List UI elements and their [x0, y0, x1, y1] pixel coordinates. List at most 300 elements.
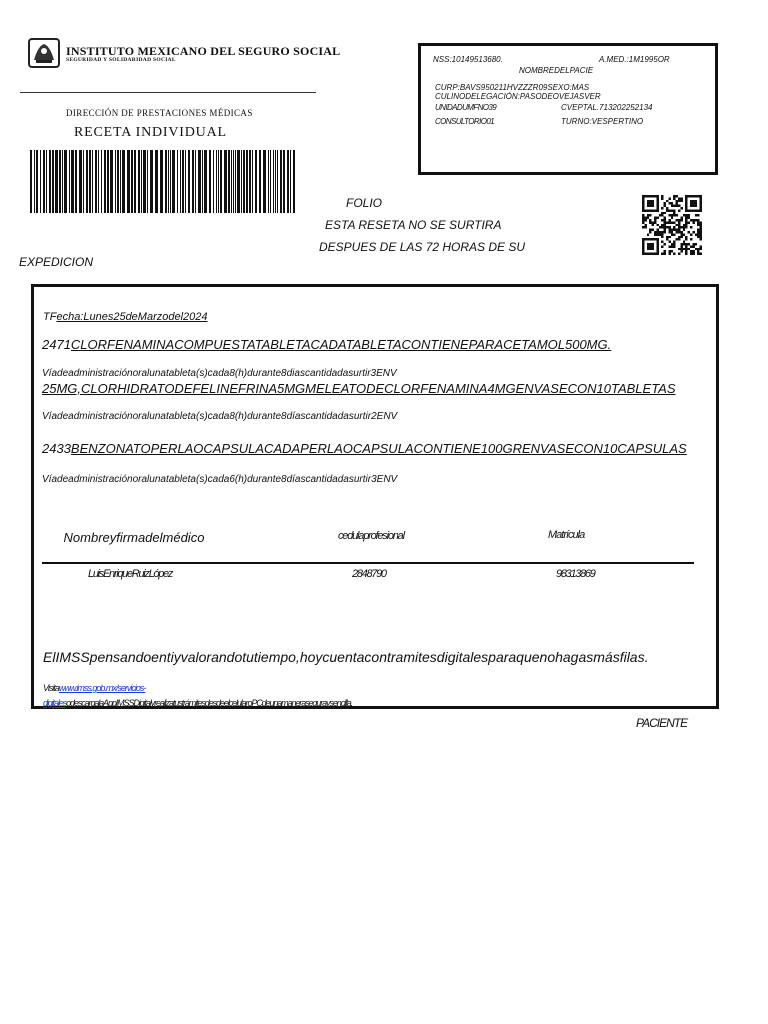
qr-module	[652, 224, 654, 226]
patient-info-box	[418, 43, 718, 175]
qr-module	[695, 248, 697, 250]
qr-module	[652, 202, 654, 204]
qr-module	[659, 233, 661, 235]
qr-module	[642, 250, 644, 252]
qr-module	[668, 231, 670, 233]
qr-module	[642, 219, 644, 221]
qr-module	[680, 236, 682, 238]
barcode-bar	[259, 150, 261, 213]
barcode-bar	[243, 150, 245, 213]
qr-module	[661, 231, 663, 233]
qr-module	[695, 200, 697, 202]
qr-module	[649, 214, 651, 216]
qr-module	[668, 214, 670, 216]
notice-line-2: DESPUES DE LAS 72 HORAS DE SU	[319, 240, 526, 254]
qr-module	[685, 248, 687, 250]
barcode-bar	[89, 150, 91, 213]
barcode-bar	[62, 150, 63, 213]
qr-module	[673, 226, 675, 228]
qr-module	[671, 243, 673, 245]
qr-module	[649, 229, 651, 231]
qr-module	[678, 231, 680, 233]
barcode-bar	[134, 150, 136, 213]
medication-code: 2433	[42, 441, 71, 456]
qr-module	[700, 233, 702, 235]
medication-name: 25MG,CLORHIDRATODEFELINEFRINA5MGMELEATODECLORFENAMINA4MGENVASECON10TABLETAS	[42, 381, 676, 396]
qr-module	[668, 221, 670, 223]
barcode-bar	[40, 150, 41, 213]
qr-module	[659, 214, 661, 216]
imss-services-link[interactable]: www.imss.gob.mx/servicios-	[58, 683, 146, 693]
qr-module	[649, 243, 651, 245]
barcode-bar	[155, 150, 158, 213]
qr-module	[668, 241, 670, 243]
qr-module	[671, 221, 673, 223]
patient-consultorio: CONSULTORIO01	[435, 117, 495, 126]
imss-services-link-cont[interactable]: digitales	[43, 698, 67, 708]
barcode-bar	[101, 150, 102, 213]
visita-prefix: Visita	[43, 683, 59, 693]
qr-module	[697, 214, 699, 216]
barcode-bar	[165, 150, 167, 213]
qr-module	[668, 209, 670, 211]
barcode-bar	[46, 150, 47, 213]
qr-module	[661, 241, 663, 243]
qr-module	[656, 205, 658, 207]
qr-module	[700, 248, 702, 250]
cedula-header: cedulaprofesional	[338, 530, 404, 542]
qr-module	[656, 250, 658, 252]
qr-code-icon	[642, 195, 702, 255]
patient-name: NOMBREDELPACIE	[519, 66, 594, 75]
qr-module	[661, 224, 663, 226]
qr-module	[678, 219, 680, 221]
qr-module	[661, 236, 663, 238]
prescription-date	[43, 311, 208, 323]
qr-module	[656, 248, 658, 250]
qr-module	[671, 245, 673, 247]
qr-module	[664, 217, 666, 219]
barcode-bar	[290, 150, 291, 213]
qr-module	[697, 250, 699, 252]
qr-module	[647, 214, 649, 216]
qr-module	[685, 219, 687, 221]
qr-module	[654, 219, 656, 221]
qr-module	[697, 233, 699, 235]
qr-module	[700, 229, 702, 231]
qr-module	[664, 202, 666, 204]
barcode-bar	[246, 150, 248, 213]
barcode-bar	[92, 150, 93, 213]
qr-module	[644, 238, 646, 240]
barcode-bar	[231, 150, 232, 213]
qr-module	[671, 231, 673, 233]
qr-module	[652, 248, 654, 250]
qr-module	[685, 214, 687, 216]
matricula-header: Matrícula	[548, 529, 585, 541]
barcode-bar	[218, 150, 219, 213]
barcode-bar	[224, 150, 227, 213]
qr-module	[680, 207, 682, 209]
qr-module	[656, 245, 658, 247]
barcode-bar	[198, 150, 201, 213]
qr-module	[656, 229, 658, 231]
qr-module	[690, 250, 692, 252]
qr-module	[690, 202, 692, 204]
qr-module	[697, 236, 699, 238]
qr-module	[656, 200, 658, 202]
qr-module	[642, 221, 644, 223]
qr-module	[644, 209, 646, 211]
patient-unidad: UNIDADUMFNO39	[435, 103, 497, 112]
barcode-bar	[107, 150, 109, 213]
barcode-bar	[228, 150, 230, 213]
barcode-bar	[83, 150, 84, 213]
qr-module	[649, 253, 651, 255]
qr-module	[685, 200, 687, 202]
barcode-bar	[273, 150, 274, 213]
qr-module	[678, 221, 680, 223]
barcode-bar	[71, 150, 74, 213]
qr-module	[649, 219, 651, 221]
qr-module	[673, 195, 675, 197]
doctor-name: LuisEnriqueRuizLópez	[88, 568, 173, 580]
qr-module	[700, 209, 702, 211]
qr-module	[697, 195, 699, 197]
qr-module	[695, 205, 697, 207]
barcode-bar	[36, 150, 38, 213]
qr-module	[647, 200, 649, 202]
qr-module	[678, 205, 680, 207]
qr-module	[654, 221, 656, 223]
qr-module	[671, 214, 673, 216]
patient-curp: CURP:BAVS950211HVZZZR09SEXO:MAS	[435, 83, 590, 92]
qr-module	[642, 238, 644, 240]
qr-module	[649, 245, 651, 247]
qr-module	[652, 209, 654, 211]
qr-module	[656, 217, 658, 219]
qr-module	[692, 202, 694, 204]
qr-module	[688, 231, 690, 233]
notice-line-3: EXPEDICION	[19, 255, 94, 269]
barcode-bar	[34, 150, 35, 213]
qr-module	[673, 209, 675, 211]
qr-module	[661, 197, 663, 199]
barcode-bar	[177, 150, 178, 213]
qr-module	[688, 195, 690, 197]
barcode-bar	[275, 150, 276, 213]
qr-module	[700, 195, 702, 197]
qr-module	[680, 219, 682, 221]
qr-module	[671, 205, 673, 207]
patient-amed: A.MED.:1M1995OR	[599, 55, 670, 64]
qr-module	[656, 195, 658, 197]
qr-module	[652, 245, 654, 247]
qr-module	[661, 214, 663, 216]
qr-module	[673, 241, 675, 243]
barcode-bar	[233, 150, 234, 213]
medication-title	[42, 381, 710, 396]
barcode-bar	[188, 150, 190, 213]
qr-module	[647, 205, 649, 207]
qr-module	[659, 231, 661, 233]
qr-module	[644, 219, 646, 221]
qr-module	[700, 236, 702, 238]
barcode-bar	[263, 150, 266, 213]
qr-module	[644, 217, 646, 219]
qr-module	[700, 238, 702, 240]
medication-code: 2471	[42, 337, 71, 352]
barcode-bar	[52, 150, 54, 213]
qr-module	[680, 231, 682, 233]
qr-module	[652, 221, 654, 223]
qr-module	[678, 226, 680, 228]
cedula-value: 2848790	[352, 568, 386, 580]
patient-nss: NSS:10149513680.	[433, 55, 503, 64]
barcode-icon	[30, 150, 298, 213]
medication-title	[42, 337, 710, 352]
barcode-bar	[55, 150, 58, 213]
medication-instructions: Víadeadministraciónoralunatableta(s)cada8(h)durante8diascantidadasurtir3ENV	[42, 368, 397, 379]
qr-module	[697, 224, 699, 226]
barcode-bar	[127, 150, 130, 213]
qr-module	[647, 202, 649, 204]
barcode-bar	[249, 150, 251, 213]
qr-module	[685, 202, 687, 204]
qr-module	[688, 248, 690, 250]
qr-module	[644, 195, 646, 197]
qr-module	[676, 205, 678, 207]
barcode-bar	[147, 150, 148, 213]
patient-turno: TURNO:VESPERTINO	[561, 117, 644, 126]
qr-module	[652, 200, 654, 202]
qr-module	[656, 202, 658, 204]
barcode-bar	[131, 150, 133, 213]
qr-module	[700, 224, 702, 226]
qr-module	[700, 202, 702, 204]
barcode-bar	[117, 150, 119, 213]
barcode-bar	[252, 150, 253, 213]
qr-module	[695, 214, 697, 216]
qr-module	[673, 205, 675, 207]
imss-logo-block	[28, 38, 341, 72]
qr-module	[676, 195, 678, 197]
qr-module	[685, 224, 687, 226]
qr-module	[695, 219, 697, 221]
qr-module	[647, 243, 649, 245]
qr-module	[668, 245, 670, 247]
qr-module	[668, 197, 670, 199]
qr-module	[668, 236, 670, 238]
qr-module	[664, 219, 666, 221]
barcode-bar	[237, 150, 240, 213]
qr-module	[695, 233, 697, 235]
qr-module	[695, 195, 697, 197]
qr-module	[642, 226, 644, 228]
qr-module	[697, 253, 699, 255]
qr-module	[666, 226, 668, 228]
qr-module	[690, 219, 692, 221]
qr-module	[647, 233, 649, 235]
qr-module	[700, 205, 702, 207]
barcode-bar	[30, 150, 32, 213]
barcode-bar	[43, 150, 45, 213]
imss-digital-message: ElIMSSpensandoentiyvalorandotutiempo,hoycuentacontramitesdigitalesparaquenohagasmásfilas.	[43, 649, 649, 665]
qr-module	[668, 226, 670, 228]
qr-module	[661, 195, 663, 197]
qr-module	[678, 238, 680, 240]
date-value: echa:Lunes25deMarzodel2024	[56, 311, 208, 323]
qr-module	[673, 233, 675, 235]
qr-module	[671, 250, 673, 252]
qr-module	[649, 209, 651, 211]
qr-module	[664, 205, 666, 207]
barcode-bar	[79, 150, 82, 213]
qr-module	[642, 217, 644, 219]
qr-module	[652, 243, 654, 245]
qr-module	[661, 207, 663, 209]
qr-module	[700, 207, 702, 209]
qr-module	[644, 224, 646, 226]
qr-module	[692, 250, 694, 252]
qr-module	[656, 241, 658, 243]
qr-module	[680, 226, 682, 228]
qr-module	[683, 248, 685, 250]
qr-module	[685, 197, 687, 199]
qr-module	[692, 245, 694, 247]
qr-module	[683, 226, 685, 228]
qr-module	[656, 253, 658, 255]
qr-module	[690, 209, 692, 211]
qr-module	[644, 253, 646, 255]
qr-module	[671, 202, 673, 204]
barcode-bar	[49, 150, 51, 213]
barcode-bar	[141, 150, 142, 213]
qr-module	[700, 197, 702, 199]
barcode-bar	[280, 150, 282, 213]
qr-module	[661, 212, 663, 214]
qr-module	[642, 197, 644, 199]
medication-name: CLORFENAMINACOMPUESTATABLETACADATABLETACONTIENEPARACETAMOL500MG.	[70, 337, 612, 352]
qr-module	[700, 200, 702, 202]
barcode-bar	[110, 150, 113, 213]
barcode-bar	[115, 150, 116, 213]
qr-module	[678, 229, 680, 231]
qr-module	[668, 202, 670, 204]
qr-module	[685, 245, 687, 247]
barcode-bar	[213, 150, 214, 213]
qr-module	[685, 236, 687, 238]
qr-module	[668, 253, 670, 255]
qr-module	[642, 245, 644, 247]
direccion-label: DIRECCIÓN DE PRESTACIONES MÉDICAS	[66, 108, 253, 118]
qr-module	[690, 195, 692, 197]
qr-module	[678, 200, 680, 202]
qr-module	[661, 253, 663, 255]
detail-line	[43, 698, 703, 708]
qr-module	[700, 221, 702, 223]
qr-module	[673, 253, 675, 255]
qr-module	[666, 200, 668, 202]
qr-module	[690, 226, 692, 228]
qr-module	[700, 245, 702, 247]
qr-module	[644, 226, 646, 228]
qr-module	[656, 209, 658, 211]
barcode-bar	[216, 150, 217, 213]
qr-module	[652, 229, 654, 231]
qr-module	[642, 241, 644, 243]
qr-module	[656, 233, 658, 235]
medication-name: BENZONATOPERLAOCAPSULACADAPERLAOCAPSULACONTIENE100GRENVASECON10CAPSULAS	[70, 441, 687, 456]
qr-module	[664, 231, 666, 233]
qr-module	[680, 217, 682, 219]
visita-line	[43, 683, 145, 693]
barcode-bar	[98, 150, 99, 213]
qr-module	[697, 219, 699, 221]
qr-module	[642, 200, 644, 202]
qr-module	[676, 219, 678, 221]
barcode-bar	[277, 150, 278, 213]
qr-module	[652, 195, 654, 197]
qr-module	[652, 205, 654, 207]
qr-module	[697, 221, 699, 223]
qr-module	[649, 231, 651, 233]
qr-module	[680, 245, 682, 247]
qr-module	[688, 243, 690, 245]
medication-title	[42, 441, 710, 456]
qr-module	[649, 205, 651, 207]
qr-module	[656, 231, 658, 233]
qr-module	[649, 238, 651, 240]
qr-module	[688, 214, 690, 216]
qr-module	[656, 238, 658, 240]
qr-module	[685, 243, 687, 245]
institution-name: INSTITUTO MEXICANO DEL SEGURO SOCIAL	[66, 44, 341, 58]
qr-module	[688, 221, 690, 223]
qr-module	[666, 207, 668, 209]
signature-divider	[42, 562, 694, 564]
qr-module	[692, 243, 694, 245]
qr-module	[654, 233, 656, 235]
qr-module	[673, 221, 675, 223]
qr-module	[664, 226, 666, 228]
qr-module	[683, 214, 685, 216]
qr-module	[656, 224, 658, 226]
qr-module	[692, 195, 694, 197]
qr-module	[649, 200, 651, 202]
qr-module	[685, 195, 687, 197]
qr-module	[685, 205, 687, 207]
qr-module	[671, 233, 673, 235]
qr-module	[654, 253, 656, 255]
qr-module	[695, 209, 697, 211]
barcode-bar	[204, 150, 207, 213]
barcode-bar	[202, 150, 203, 213]
qr-module	[680, 248, 682, 250]
qr-module	[676, 200, 678, 202]
notice-line-1: ESTA RESETA NO SE SURTIRA	[325, 218, 502, 232]
qr-module	[685, 238, 687, 240]
qr-module	[664, 212, 666, 214]
qr-module	[642, 253, 644, 255]
barcode-bar	[160, 150, 163, 213]
imss-eagle-logo-icon	[28, 38, 60, 68]
qr-module	[676, 231, 678, 233]
qr-module	[642, 248, 644, 250]
header-divider	[20, 92, 316, 93]
barcode-bar	[185, 150, 186, 213]
qr-module	[652, 253, 654, 255]
